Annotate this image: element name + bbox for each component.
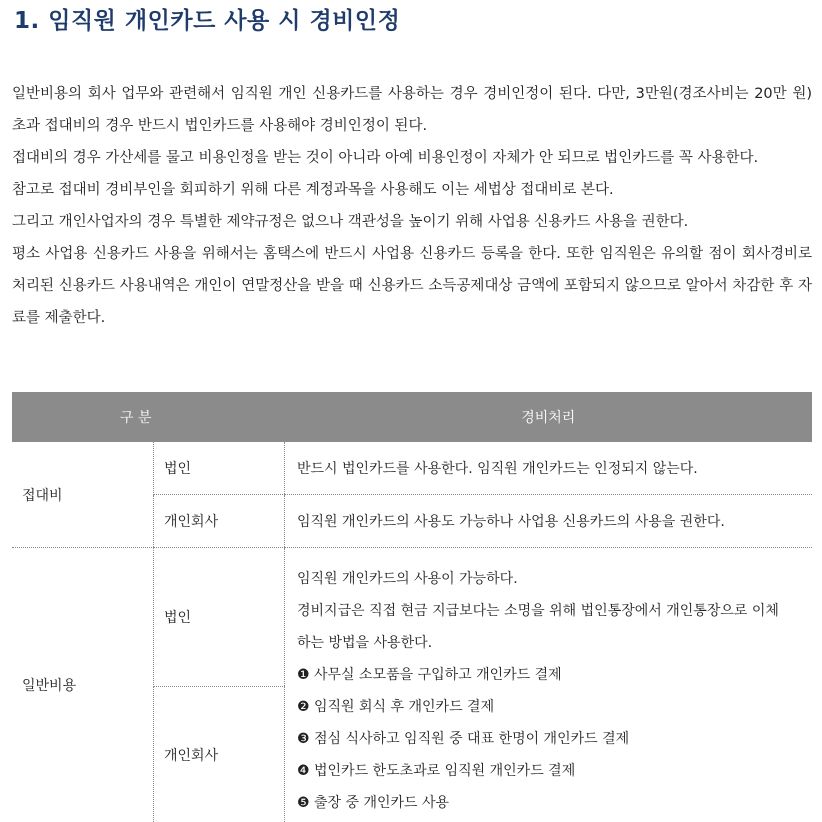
treatment-list <box>285 548 813 822</box>
body-text <box>12 78 812 334</box>
header-category: 구 분 <box>12 392 285 442</box>
list-item: ❷ 임직원 회식 후 개인카드 결제 <box>297 691 812 723</box>
paragraph: 일반비용의 회사 업무와 관련해서 임직원 개인 신용카드를 사용하는 경우 경비인정이 된다. 다만, 3만원(경조사비는 20만 원) 초과 접대비의 경우 반드시 법인카드를 사용해야 경비인정이 된다. <box>12 78 812 142</box>
list-item: ❶ 사무실 소모품을 구입하고 개인카드 결제 <box>297 659 812 691</box>
paragraph: 접대비의 경우 가산세를 물고 비용인정을 받는 것이 아니라 아예 비용인정이 자체가 안 되므로 법인카드를 꼭 사용한다. <box>12 142 812 174</box>
category-entertainment: 접대비 <box>12 442 154 548</box>
paragraph: 평소 사업용 신용카드 사용을 위해서는 홈택스에 반드시 사업용 신용카드 등록을 한다. 또한 임직원은 유의할 점이 회사경비로 처리된 신용카드 사용내역은 개인이 연말정산을 받을 때 신용카드 소득공제대상 금액에 포함되지 않으므로 알아서 차감한 후 자료를 제출한다. <box>12 238 812 334</box>
type-cell: 개인회사 <box>154 687 285 822</box>
type-cell: 개인회사 <box>154 495 285 548</box>
treatment-cell: 임직원 개인카드의 사용도 가능하나 사업용 신용카드의 사용을 권한다. <box>285 495 813 548</box>
type-cell: 법인 <box>154 548 285 687</box>
table-row <box>12 442 812 495</box>
type-cell: 법인 <box>154 442 285 495</box>
expense-table <box>12 392 812 822</box>
list-item: ❺ 출장 중 개인카드 사용 <box>297 787 812 819</box>
paragraph: 그리고 개인사업자의 경우 특별한 제약규정은 없으나 객관성을 높이기 위해 사업용 신용카드 사용을 권한다. <box>12 206 812 238</box>
treatment-cell: 반드시 법인카드를 사용한다. 임직원 개인카드는 인정되지 않는다. <box>285 442 813 495</box>
paragraph: 참고로 접대비 경비부인을 회피하기 위해 다른 계정과목을 사용해도 이는 세법상 접대비로 본다. <box>12 174 812 206</box>
header-treatment: 경비처리 <box>285 392 813 442</box>
category-general: 일반비용 <box>12 548 154 822</box>
table-header-row <box>12 392 812 442</box>
list-item: 하는 방법을 사용한다. <box>297 627 812 659</box>
page-title: 1. 임직원 개인카드 사용 시 경비인정 <box>14 2 400 35</box>
table-row <box>12 548 812 687</box>
list-item: 경비지급은 직접 현금 지급보다는 소명을 위해 법인통장에서 개인통장으로 이체 <box>297 595 812 627</box>
list-item: ❹ 법인카드 한도초과로 임직원 개인카드 결제 <box>297 755 812 787</box>
list-item: 임직원 개인카드의 사용이 가능하다. <box>297 563 812 595</box>
list-item: ❸ 점심 식사하고 임직원 중 대표 한명이 개인카드 결제 <box>297 723 812 755</box>
